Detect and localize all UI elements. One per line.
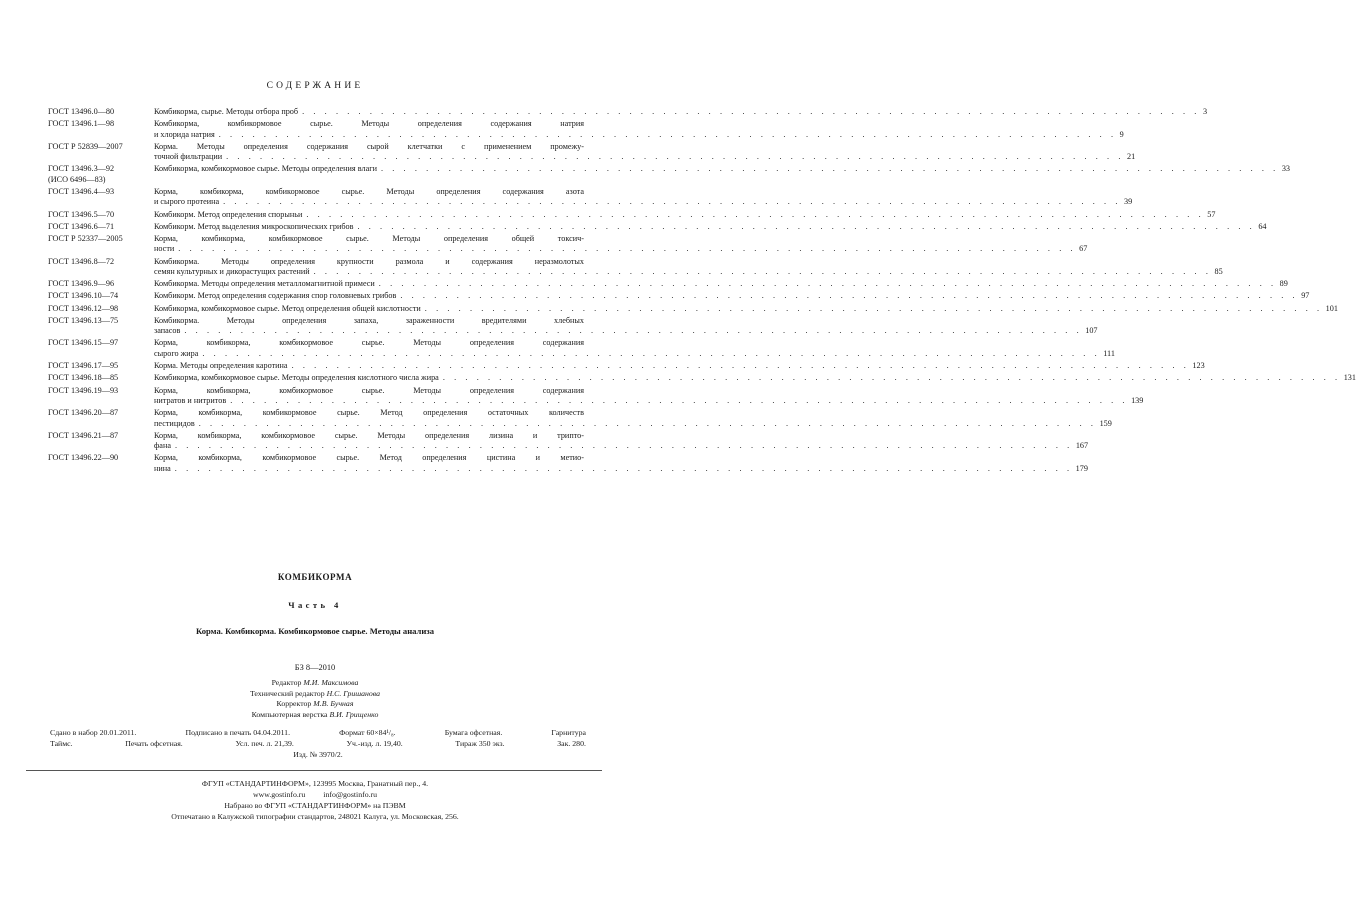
toc-title-line: Корма, комбикорма, комбикормовое сырье. Метод определения остаточных количеств [154,408,584,418]
toc-standard-code: ГОСТ 13496.8—72 [48,256,115,266]
toc-standard-code: ГОСТ 13496.19—93 [48,385,119,395]
staff-line [0,678,630,689]
toc-standard-code: ГОСТ 13496.17—95 [48,361,119,371]
colophon [0,572,630,822]
toc-entry [48,291,1310,301]
dot-leader: . . . . . . . . . . . . . . . . . . . . . . . . . . . . . . . . . . . . . . . . . . . . . . . . . . . . . . . . . . . . . . . . . . . . . . . . . . . . . . . . [218,129,1117,139]
dot-leader: . . . . . . . . . . . . . . . . . . . . . . . . . . . . . . . . . . . . . . . . . . . . . . . . . . . . . . . . . . . . . . . . . . . . . . . . . . . . . . . . [230,395,1129,405]
dot-leader: . . . . . . . . . . . . . . . . . . . . . . . . . . . . . . . . . . . . . . . . . . . . . . . . . . . . . . . . . . . . . . . . . . . . . . . . . . . . . . . . [198,418,1097,428]
toc-page-number: 131 [1343,373,1356,383]
toc-page-number: 89 [1279,279,1288,289]
toc-page-number: 159 [1099,418,1112,428]
print-detail: Уч.-изд. л. 19,40. [346,738,403,748]
toc-standard-code: ГОСТ 13496.18—85 [48,373,119,383]
toc-page-number: 111 [1103,348,1115,358]
toc-title-text: Комбикорм. Метод определения содержания спор головневых грибов [154,291,397,301]
print-detail: Печать офсетная. [125,738,183,748]
dot-leader: . . . . . . . . . . . . . . . . . . . . . . . . . . . . . . . . . . . . . . . . . . . . . . . . . . . . . . . . . . . . . . . . . . . . . . . . . . . . . . . . [378,279,1277,289]
toc-page-number: 33 [1281,164,1290,174]
toc-page-number: 101 [1325,303,1338,313]
website-link[interactable]: www.gostinfo.ru [252,790,306,800]
staff-name: М.И. Максимова [303,678,359,687]
toc-title-text: Комбикорм. Метод выделения микроскопических грибов [154,221,354,231]
toc-title-text: сырого жира [154,348,199,358]
toc-entry [48,119,1124,140]
staff-role: Редактор [271,678,302,687]
toc-standard-code: ГОСТ 13496.22—90 [48,453,119,463]
toc-title-text: Комбикорм. Метод определения спорыньи [154,209,303,219]
toc-title-text: пестицидов [154,418,195,428]
dot-leader: . . . . . . . . . . . . . . . . . . . . . . . . . . . . . . . . . . . . . . . . . . . . . . . . . . . . . . . . . . . . . . . . . . . . . . . . . . . . . . . . [313,267,1212,277]
toc-title-line: Корма, комбикорма, комбикормовое сырье. Метод определения цистина и метио- [154,453,584,463]
toc-title-text: и сырого протеина [154,197,220,207]
toc-entry [48,187,1133,208]
dot-leader: . . . . . . . . . . . . . . . . . . . . . . . . . . . . . . . . . . . . . . . . . . . . . . . . . . . . . . . . . . . . . . . . . . . . . . . . . . . . . . . . [442,373,1341,383]
dot-leader: . . . . . . . . . . . . . . . . . . . . . . . . . . . . . . . . . . . . . . . . . . . . . . . . . . . . . . . . . . . . . . . . . . . . . . . . . . . . . . . . [400,291,1299,301]
toc-title-text: Комбикорма, комбикормовое сырье. Метод определения общей кислотности [154,303,421,313]
toc-standard-code: ГОСТ Р 52839—2007 [48,141,123,151]
email-link[interactable]: info@gostinfo.ru [323,790,378,800]
dot-leader: . . . . . . . . . . . . . . . . . . . . . . . . . . . . . . . . . . . . . . . . . . . . . . . . . . . . . . . . . . . . . . . . . . . . . . . . . . . . . . . . [380,164,1279,174]
print-detail: Зак. 280. [557,738,586,748]
book-title: КОМБИКОРМА [277,572,353,582]
dot-leader: . . . . . . . . . . . . . . . . . . . . . . . . . . . . . . . . . . . . . . . . . . . . . . . . . . . . . . . . . . . . . . . . . . . . . . . . . . . . . . . . [302,107,1200,116]
toc-entry [48,315,1098,337]
staff-role: Компьютерная верстка [251,709,328,719]
toc-entry [48,164,1290,185]
toc-standard-code: ГОСТ 13496.5—70 [48,209,115,219]
publisher-address: ФГУП «СТАНДАРТИНФОРМ», 123995 Москва, Гранатный пер., 4. [201,779,429,789]
toc-entry [48,303,1338,314]
dot-leader: . . . . . . . . . . . . . . . . . . . . . . . . . . . . . . . . . . . . . . . . . . . . . . . . . . . . . . . . . . . . . . . . . . . . . . . . . . . . . . . . [291,361,1190,371]
staff-role: Технический редактор [249,688,325,698]
toc-title-text: Комбикорма, комбикормовое сырье. Методы определения влаги [154,164,377,174]
toc-title-line: Корма, комбикорма, комбикормовое сырье. Методы определения содержания [154,385,584,395]
toc-page-number: 39 [1123,197,1133,207]
toc-entry [48,221,1267,232]
toc-title-text: Комбикорма. Методы определения металломагнитной примеси [154,279,375,289]
print-detail: Подписано в печать 04.04.2011. [185,728,291,738]
book-subtitle: Корма. Комбикорма. Комбикормовое сырье. Методы анализа [195,626,435,636]
toc-title-text: нина [154,463,171,473]
toc-title-line: Корма, комбикорма, комбикормовое сырье. Методы определения содержания азота [154,187,584,197]
toc-standard-code: ГОСТ Р 52337—2005 [48,234,123,244]
toc-heading: СОДЕРЖАНИЕ [266,81,364,91]
print-row [50,739,586,750]
dot-leader: . . . . . . . . . . . . . . . . . . . . . . . . . . . . . . . . . . . . . . . . . . . . . . . . . . . . . . . . . . . . . . . . . . . . . . . . . . . . . . . . [306,209,1205,219]
toc-standard-code: ГОСТ 13496.20—87 [48,408,119,418]
part-label: Часть 4 [288,600,342,610]
typeset-note: Набрано во ФГУП «СТАНДАРТИНФОРМ» на ПЭВМ [224,801,406,811]
staff-name: В.И. Грищенко [329,709,379,719]
print-detail: Гарнитура [551,728,586,738]
table-of-contents [48,107,1356,476]
staff-role: Корректор [276,699,312,709]
staff-line [0,699,630,710]
toc-page-number: 64 [1258,221,1267,231]
toc-page-number: 97 [1301,291,1310,301]
toc-entry [48,107,1208,117]
print-detail: Формат 60×84¹/₈. [339,728,396,738]
staff-list [0,678,630,720]
toc-title-text: фана [154,441,171,451]
toc-entry [48,373,1356,383]
toc-entry [48,279,1288,289]
print-detail: Усл. печ. л. 21,39. [235,738,294,748]
toc-title-line: Комбикорма. Методы определения запаха, зараженности вредителями хлебных [154,315,584,325]
toc-page-number: 107 [1085,326,1098,336]
print-row [50,728,586,739]
toc-standard-code: ГОСТ 13496.1—98 [48,119,115,129]
toc-title-line: Комбикорма, комбикормовое сырье. Методы определения содержания натрия [154,119,584,129]
toc-page-number: 21 [1126,152,1136,162]
toc-standard-code: ГОСТ 13496.3—92 (ИСО 6496—83) [48,164,115,184]
toc-title-text: ности [154,244,175,254]
dot-leader: . . . . . . . . . . . . . . . . . . . . . . . . . . . . . . . . . . . . . . . . . . . . . . . . . . . . . . . . . . . . . . . . . . . . . . . . . . . . . . . . [226,152,1124,162]
toc-standard-code: ГОСТ 13496.13—75 [48,315,119,325]
toc-standard-code: ГОСТ 13496.0—80 [48,107,115,116]
toc-standard-code: ГОСТ 13496.10—74 [48,291,119,301]
toc-standard-code: ГОСТ 13496.15—97 [48,338,119,348]
toc-page-number: 9 [1119,129,1124,139]
toc-standard-code: ГОСТ 13496.21—87 [48,430,119,440]
dot-leader: . . . . . . . . . . . . . . . . . . . . . . . . . . . . . . . . . . . . . . . . . . . . . . . . . . . . . . . . . . . . . . . . . . . . . . . . . . . . . . . . [178,244,1077,254]
toc-page-number: 179 [1075,463,1088,473]
print-detail: Бумага офсетная. [444,728,503,738]
toc-title-text: и хлорида натрия [154,129,215,139]
staff-line [0,689,630,700]
print-detail: Тираж 350 экз. [455,738,505,748]
toc-title-text: запасов [154,326,181,336]
toc-title-text: точной фильтрации [154,152,223,162]
staff-name: М.В. Бучная [313,699,354,709]
toc-title-text: семян культурных и дикорастущих растений [154,267,310,277]
bz-number: БЗ 8—2010 [294,663,336,672]
toc-page-number: 57 [1207,209,1216,219]
toc-title-line: Корма. Методы определения содержания сырой клетчатки с применением промежу- [154,141,584,151]
toc-title-line: Корма, комбикорма, комбикормовое сырье. Методы определения содержания [154,338,584,348]
toc-entry [48,256,1223,278]
toc-title-text: Корма. Методы определения каротина [154,361,288,371]
toc-page-number: 139 [1131,395,1144,405]
toc-entry [48,430,1089,452]
divider [26,770,602,771]
edition-number: Изд. № 3970/2. [293,749,343,759]
toc-standard-code: ГОСТ 13496.9—96 [48,279,115,289]
toc-entry [48,361,1205,371]
toc-entry [48,408,1112,429]
toc-page-number: 67 [1079,244,1088,254]
publisher-info [0,778,630,822]
toc-entry [48,209,1216,220]
dot-leader: . . . . . . . . . . . . . . . . . . . . . . . . . . . . . . . . . . . . . . . . . . . . . . . . . . . . . . . . . . . . . . . . . . . . . . . . . . . . . . . . [357,221,1256,231]
toc-standard-code: ГОСТ 13496.4—93 [48,187,115,197]
toc-page-number: 3 [1202,107,1208,116]
toc-title-line: Комбикорма. Методы определения крупности размола и содержания неразмолотых [154,256,584,266]
toc-entry [48,338,1115,359]
toc-entry [48,453,1088,474]
toc-title-text: Комбикорма, комбикормовое сырье. Методы определения кислотного числа жира [154,373,439,383]
printer-note: Отпечатано в Калужской типографии стандартов, 248021 Калуга, ул. Московская, 256. [171,812,459,822]
toc-entry [48,141,1136,163]
print-detail: Таймс. [50,738,73,748]
toc-entry [48,385,1144,407]
toc-title-line: Корма, комбикорма, комбикормовое сырье. Методы определения лизина и трипто- [154,430,584,440]
print-detail: Сдано в набор 20.01.2011. [50,728,137,738]
dot-leader: . . . . . . . . . . . . . . . . . . . . . . . . . . . . . . . . . . . . . . . . . . . . . . . . . . . . . . . . . . . . . . . . . . . . . . . . . . . . . . . . [174,463,1073,473]
dot-leader: . . . . . . . . . . . . . . . . . . . . . . . . . . . . . . . . . . . . . . . . . . . . . . . . . . . . . . . . . . . . . . . . . . . . . . . . . . . . . . . . [223,197,1121,207]
print-details [0,728,630,760]
dot-leader: . . . . . . . . . . . . . . . . . . . . . . . . . . . . . . . . . . . . . . . . . . . . . . . . . . . . . . . . . . . . . . . . . . . . . . . . . . . . . . . . [184,326,1083,336]
dot-leader: . . . . . . . . . . . . . . . . . . . . . . . . . . . . . . . . . . . . . . . . . . . . . . . . . . . . . . . . . . . . . . . . . . . . . . . . . . . . . . . . [174,441,1073,451]
toc-page-number: 123 [1192,361,1205,371]
toc-page-number: 167 [1075,441,1089,451]
toc-entry [48,234,1088,255]
toc-title-text: нитратов и нитритов [154,395,227,405]
staff-line [0,710,630,721]
toc-standard-code: ГОСТ 13496.12—98 [48,303,119,313]
toc-title-line: Корма, комбикорма, комбикормовое сырье. Методы определения общей токсич- [154,234,584,244]
dot-leader: . . . . . . . . . . . . . . . . . . . . . . . . . . . . . . . . . . . . . . . . . . . . . . . . . . . . . . . . . . . . . . . . . . . . . . . . . . . . . . . . [202,348,1101,358]
toc-title-text: Комбикорма, сырье. Методы отбора проб [154,107,299,116]
toc-page-number: 85 [1214,267,1223,277]
staff-name: Н.С. Гришанова [326,688,381,698]
dot-leader: . . . . . . . . . . . . . . . . . . . . . . . . . . . . . . . . . . . . . . . . . . . . . . . . . . . . . . . . . . . . . . . . . . . . . . . . . . . . . . . . [424,303,1323,313]
toc-standard-code: ГОСТ 13496.6—71 [48,221,115,231]
